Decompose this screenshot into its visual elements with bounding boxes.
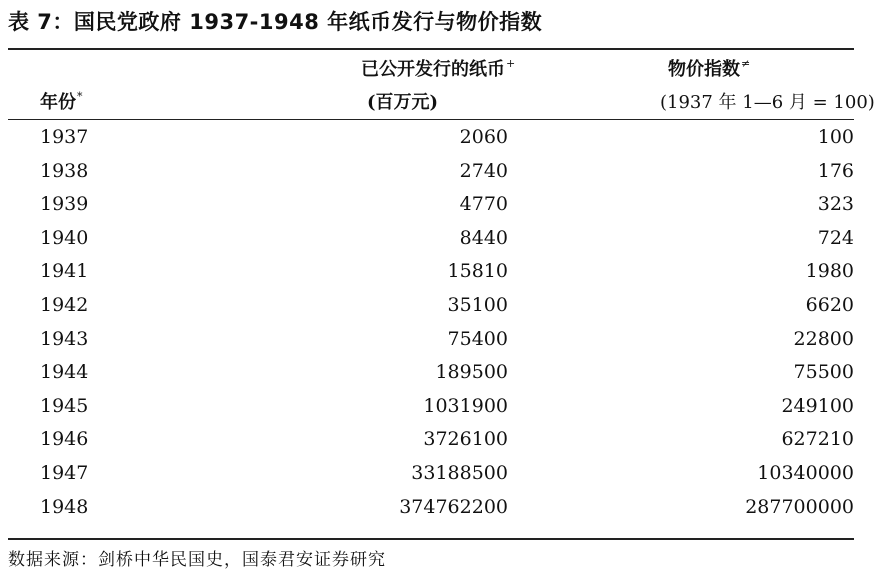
year-cell: 1946 [40, 428, 89, 451]
table-row [0, 458, 894, 492]
price-cell: 249100 [781, 394, 854, 417]
header-price [668, 55, 750, 81]
currency-cell: 15810 [447, 260, 508, 283]
header-rule [8, 119, 854, 120]
year-cell: 1943 [40, 327, 89, 350]
top-rule [8, 48, 854, 50]
header-price-label: 物价指数 [668, 59, 740, 80]
price-cell: 323 [817, 193, 854, 216]
table-row [0, 492, 894, 526]
price-cell: 22800 [793, 327, 854, 350]
year-cell: 1948 [40, 495, 89, 518]
header-year [40, 88, 83, 114]
currency-cell: 35100 [447, 293, 508, 316]
header-price-footnote-mark: ≠ [741, 57, 751, 70]
table-row [0, 324, 894, 358]
currency-cell: 3726100 [423, 428, 508, 451]
header-currency-label: 已公开发行的纸币 [361, 59, 505, 80]
table-row [0, 189, 894, 223]
header-price-base: (1937 年 1—6 月 = 100) [660, 92, 875, 113]
year-cell: 1945 [40, 394, 89, 417]
price-cell: 1980 [805, 260, 854, 283]
currency-cell: 374762200 [399, 495, 508, 518]
header-year-label: 年份 [40, 92, 76, 113]
currency-cell: 33188500 [411, 461, 508, 484]
table-row [0, 223, 894, 257]
price-cell: 176 [817, 159, 854, 182]
table-body [0, 122, 894, 525]
price-cell: 287700000 [745, 495, 854, 518]
year-cell: 1939 [40, 193, 89, 216]
price-cell: 627210 [781, 428, 854, 451]
price-cell: 724 [817, 226, 854, 249]
currency-cell: 75400 [447, 327, 508, 350]
table-row [0, 290, 894, 324]
table-row [0, 256, 894, 290]
header-currency-footnote-mark: + [506, 57, 516, 70]
table-title: 表 7：国民党政府 1937-1948 年纸币发行与物价指数 [8, 10, 543, 34]
currency-cell: 4770 [459, 193, 508, 216]
year-cell: 1944 [40, 361, 89, 384]
year-cell: 1940 [40, 226, 89, 249]
table-row [0, 156, 894, 190]
source-note: 数据来源：剑桥中华民国史，国泰君安证券研究 [8, 550, 386, 570]
price-cell: 75500 [793, 361, 854, 384]
currency-cell: 189500 [435, 361, 508, 384]
price-cell: 100 [817, 126, 854, 148]
year-cell: 1941 [40, 260, 89, 283]
header-currency-unit: (百万元) [367, 92, 439, 113]
year-cell: 1947 [40, 461, 89, 484]
year-cell: 1938 [40, 159, 89, 182]
bottom-rule [8, 538, 854, 540]
header-year-footnote-mark: * [77, 90, 83, 103]
table-row [0, 122, 894, 156]
currency-cell: 2060 [459, 126, 508, 148]
price-cell: 6620 [805, 293, 854, 316]
price-cell: 10340000 [757, 461, 854, 484]
table-row [0, 357, 894, 391]
currency-cell: 1031900 [423, 394, 508, 417]
year-cell: 1937 [40, 126, 89, 148]
table-row [0, 424, 894, 458]
table-row [0, 391, 894, 425]
year-cell: 1942 [40, 293, 89, 316]
header-currency [361, 55, 515, 81]
currency-cell: 8440 [459, 226, 508, 249]
currency-cell: 2740 [459, 159, 508, 182]
